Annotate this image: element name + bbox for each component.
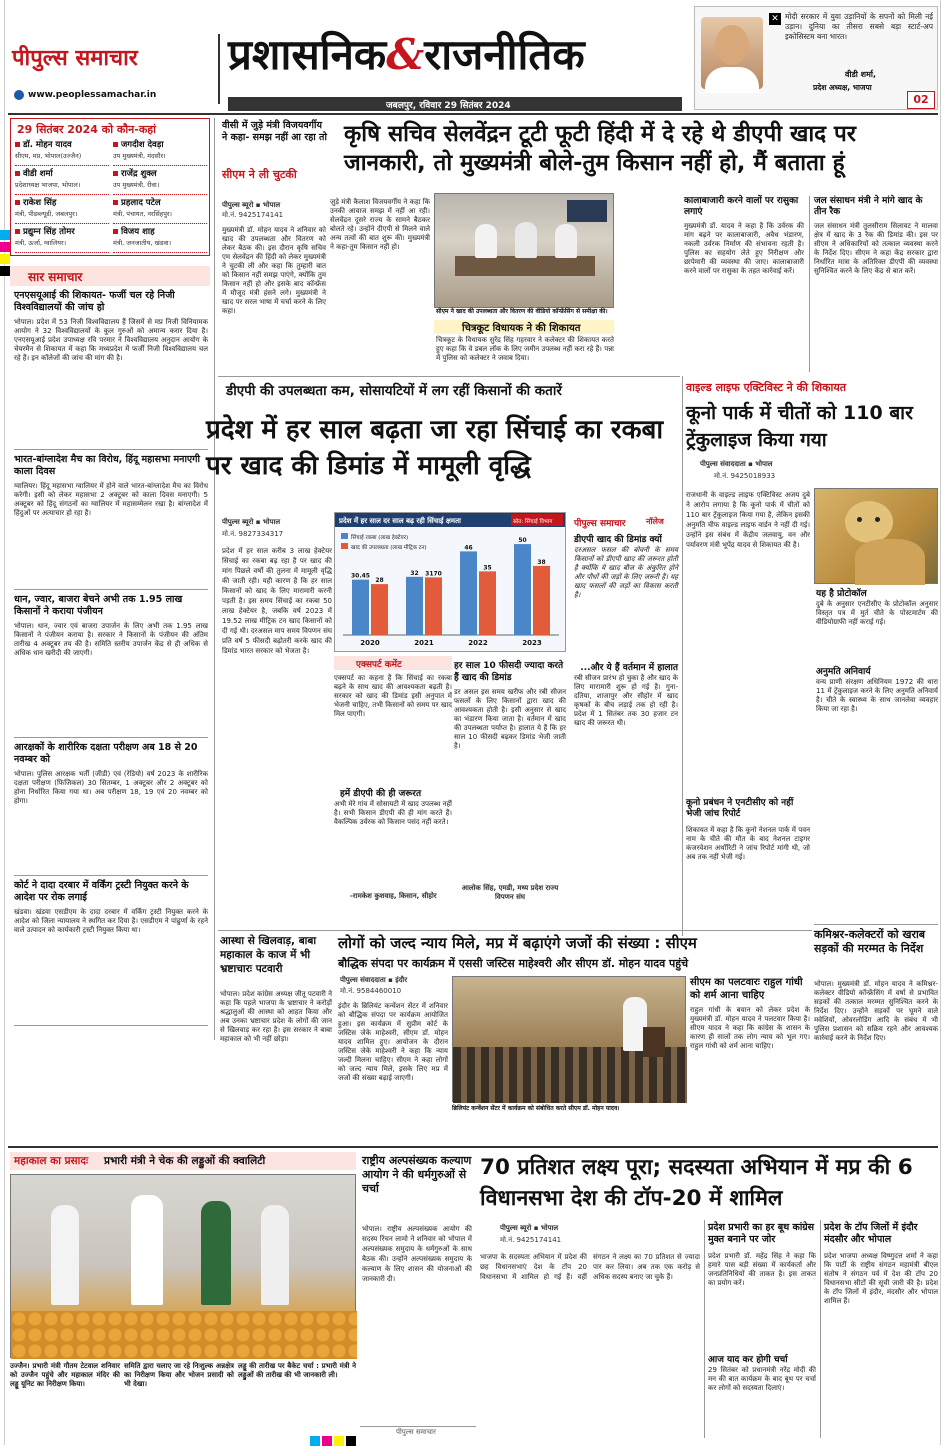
visitor-detail: उप मुख्यमंत्री, रीवा। xyxy=(113,181,160,189)
booth-body-2: 29 सितंबर को प्रधानमंत्री नरेंद्र मोदी की मन की बात कार्यक्रम के बाद बूथ पर चर्चा कर लोगों को सदस्यता दिलाएं। xyxy=(708,1366,816,1392)
cmyk-magenta-bottom xyxy=(322,1436,332,1446)
lead-top-headline: कृषि सचिव सेलवेंद्रन टूटी फूटी हिंदी में दे रहे थे डीएपी खाद पर जानकारी, तो मुख्यमंत्री बोले-तुम किसान नहीं हो, मैं बताता हूं xyxy=(344,121,856,176)
sar-item-body: भोपाल। प्रदेश में 53 निजी विश्वविद्यालय हैं जिसमें से मप्र निजी विनियामक आयोग ने 32 विश्वविद्यालयों के कुल गुरुओं को अमान्य करार दिया है। एनएसयूआई प्रदेश उपाध्यक्ष रवि परमार ने विश्वविद्यालय अनुदान आयोग के चेयरमैन से शिकायत में कहा कि मध्यप्रदेश में फर्जी निजी विश्वविद्यालय चल रहे हैं। इन कॉलेजों की जांच की मांग की है। xyxy=(14,318,208,362)
bullet-icon xyxy=(113,171,118,176)
cheetah-subhead: कूनो प्रबंधन ने एनटीसीए को नहीं भेजी जांच रिपोर्ट xyxy=(686,798,794,819)
tweet-name: वीडी शर्मा, xyxy=(845,70,876,79)
dap-body: दरअसल फसल की बोवनी के समय किसानों को डीएपी खाद की जरूरत होती है क्योंकि ये खाद बीज के अंकुरित होने और पौधों की जड़ों के लिए जरूरी है। यह खाद फसलों की जड़ों का विकास करती है। xyxy=(574,546,678,599)
cheetah-rule xyxy=(682,376,683,936)
khad-head: जल संसाधन मंत्री ने मांगे खाद के तीन रैक xyxy=(814,196,923,217)
laddu-photo xyxy=(10,1174,356,1358)
cmyk-yellow-bottom xyxy=(334,1436,344,1446)
chart-bar xyxy=(425,577,442,635)
top-left-phone: मो.नं. 9425174141 xyxy=(222,211,284,219)
cheetah-headline: कूनो पार्क में चीतों को 110 बार ट्रेंकुलाइज किया गया xyxy=(686,402,913,451)
chart-bar xyxy=(460,551,477,635)
section-title xyxy=(228,30,585,80)
photo-person xyxy=(475,224,497,258)
collector-body: भोपाल। मुख्यमंत्री डॉ. मोहन यादव ने कमिश्नर-कलेक्टर वीडियो कॉन्फ्रेंसिंग में वर्षा से प्रभावित सड़कों की तत्काल मरम्मत सुनिश्चित करने के निर्देश दिए। उन्होंने सड़कों पर घूमने वाले मवेशियों, ओवरलोडिंग आदि के संबंध में भी पुलिस प्रशासन को सक्रिय रहने और आवश्यक कार्रवाई करने के निर्देश दिए। xyxy=(814,980,938,1042)
cmyk-cyan-bottom xyxy=(310,1436,320,1446)
bullet-icon xyxy=(15,200,20,205)
sar-item-body: ग्वालियर। हिंदू महासभा ग्वालियर में होने वाले भारत-बांग्लादेश मैच का विरोध करेगी। इसी को लेकर महासभा 2 अक्टूबर को काला दिवस मनाएगी। 5 अक्टूबर को हिंदू संगठनों का ग्वालियर में महासम्मेलन रखा है। बांग्लादेश में हिंदुओं पर अत्याचार हो रहा है। xyxy=(14,482,208,517)
x-logo-icon: ✕ xyxy=(769,13,781,25)
visitor-name: राजेंद्र शुक्ल xyxy=(121,169,157,179)
bullet-icon xyxy=(113,200,118,205)
nyay-subhead: बौद्धिक संपदा पर कार्यक्रम में एससी जस्टिस माहेश्वरी और सीएम डॉ. मोहन यादव पहुंचे xyxy=(338,957,689,970)
section-title-1: प्रशासनिक xyxy=(228,30,387,79)
cmyk-cyan xyxy=(0,230,10,240)
masthead-divider xyxy=(218,34,220,104)
right-edge-line xyxy=(940,0,941,1445)
laddu-caption-2: समिति द्वारा चलाए जा रहे निःशुल्क अन्नक्षेत्र का निरीक्षण किया और भोजन प्रसादी को भी देखा। xyxy=(124,1362,234,1388)
sar-samachar-title: सार समाचार xyxy=(28,270,83,284)
avatar-face xyxy=(715,25,749,65)
legend-swatch xyxy=(341,543,348,549)
website-icon xyxy=(14,90,24,100)
sar-samachar-list xyxy=(10,290,210,1040)
tick-label: 2023 xyxy=(522,639,542,647)
sar-item-head: कोर्ट ने दादा दरबार में वर्किंग ट्रस्टी नियुक्त करने के आदेश पर रोक लगाई xyxy=(14,880,189,903)
cmyk-black-bottom xyxy=(346,1436,356,1446)
photo-caption-top: सीएम ने खाद की उपलब्धता और वितरण की वीडियो कॉन्फ्रेंसिंग से समीक्षा की। xyxy=(436,308,608,315)
indore-head: प्रदेश के टॉप जिलों में इंदौर मंदसौर और भोपाल xyxy=(824,1222,918,1245)
photo-person xyxy=(515,222,537,258)
lead-main-byline: पीपुल्स ब्यूरो ▪ भोपाल xyxy=(222,518,281,526)
rahul-body: राहुल गांधी के बयान को लेकर प्रदेश के मुख्यमंत्री डॉ. मोहन यादव ने पलटवार किया है। सीएम यादव ने कहा कि कांग्रेस के शासन के कारण ही सालों तक लोग न्याय को भूल गए। राहुल गांधी को शर्म आना चाहिए। xyxy=(690,1006,810,1050)
data-label: 46 xyxy=(464,544,473,552)
bullet-icon xyxy=(15,229,20,234)
top-left-byline: पीपुल्स ब्यूरो ▪ भोपाल xyxy=(222,201,281,209)
visitor-name: डॉ. मोहन यादव xyxy=(23,140,72,150)
cmyk-black xyxy=(0,266,10,276)
visitors-title: 29 सितंबर 2024 को कौन-कहां xyxy=(17,123,156,136)
laddu-caption-1: उज्जैन। प्रभारी मंत्री गौतम टेटवाल शनिवार को उज्जैन पहुंचे और महाकाल मंदिर की लड्डू यूनिट का निरीक्षण किया। xyxy=(10,1362,120,1388)
dap-head: डीएपी खाद की डिमांड क्यों xyxy=(574,535,662,545)
chart-bar xyxy=(479,571,496,635)
bullet-icon xyxy=(113,229,118,234)
cm-meeting-photo xyxy=(434,193,614,308)
legend-label: खाद की उपलब्धता (लाख मीट्रिक टन) xyxy=(351,545,427,551)
sar-item-rule xyxy=(14,737,208,738)
cheetah-phone: मो.नं. 9425018933 xyxy=(714,472,776,480)
section-title-2: राजनीतिक xyxy=(424,30,585,79)
booth-head: प्रदेश प्रभारी का हर बूथ कांग्रेस मुक्त बनाने पर जोर xyxy=(708,1222,815,1245)
nyay-body-cont xyxy=(452,1116,686,1142)
photo-person xyxy=(201,1201,231,1305)
tick-label: 2021 xyxy=(414,639,434,647)
cheetah-head-shape xyxy=(845,501,893,543)
bullet-icon xyxy=(15,171,20,176)
sar-item-rule xyxy=(14,449,208,450)
visitor-detail: मंत्री, ऊर्जा, ग्वालियर। xyxy=(15,239,67,247)
sar-item-body: भोपाल। पुलिस आरक्षक भर्ती (जीडी) एवं (रेडियो) वर्ष 2023 के शारीरिक दक्षता परीक्षण (फिजिकल) 30 सितम्बर, 1 अक्टूबर और 2 अक्टूबर को होना निर्धारित किया गया था। अब परीक्षण 18, 19 एवं 20 नवम्बर को होगा। xyxy=(14,770,208,805)
bottom-section-rule xyxy=(8,1146,938,1148)
khad-rule xyxy=(809,196,810,372)
photo-table xyxy=(455,256,595,276)
visitor-name: प्रद्युम्न सिंह तोमर xyxy=(23,227,75,237)
legend-swatch xyxy=(341,533,348,539)
visitors-box xyxy=(10,118,210,256)
expert-subhead: हमें डीएपी की ही जरूरत xyxy=(340,789,422,799)
top-left-body-col2: जुड़े मंत्री कैलाश विजयवर्गीय ने कहा कि उनकी आवाज समझ में नहीं आ रही। सेलवेंद्रन दूसरे राज्य के सामने बैठकर बोलते रहे। उन्होंने दीएपी से मिलने वाले अन्य तत्वों की बात शुरू की। मुख्यमंत्री ने कहा-तुम किसान नहीं हो। xyxy=(330,198,430,251)
indore-body: प्रदेश भाजपा अध्यक्ष विष्णुदत्त शर्मा ने कहा कि पार्टी के राष्ट्रीय संगठन महामंत्री बीएल संतोष ने संगठन पर्व में देश की टॉप 20 विधानसभा सीटों की सूची जारी की है। प्रदेश के टॉप जिलों में इंदौर, मंदसौर और भोपाल शामिल हैं। xyxy=(824,1252,938,1305)
lead-top-rule xyxy=(218,376,680,377)
sar-item-body: खंडवा। खंडवा एसडीएम के दादा दरबार में वर्किंग ट्रस्टी नियुक्त करने के आदेश को जिला न्यायालय ने स्थगित कर दिया है। एसडीएम ने पांढुर्णा के रहने वाले उत्पादन को कार्यकारी ट्रस्टी नियुक्त किया था। xyxy=(14,908,208,934)
har-saal-head: हर साल 10 फीसदी ज्यादा करते हैं खाद की डिमांड xyxy=(454,661,564,683)
logo: पीपुल्स समाचार xyxy=(12,46,138,71)
cheetah-body-shape xyxy=(855,539,925,585)
data-label: 30.45 xyxy=(351,572,370,580)
sar-item-head: धान, ज्वार, बाजरा बेचने अभी तक 1.95 लाख किसानों ने कराया पंजीयन xyxy=(14,594,183,617)
cheetah-photo xyxy=(814,488,938,584)
cheetah-body: राजधानी के वाइल्ड लाइफ एक्टिविस्ट अजय दुबे ने आरोप लगाया है कि कूनो पार्क में चीतों को 110 बार ट्रेंकुलाइज किया गया है, लेकिन इसकी अनुमति चीफ वाइल्ड लाइफ वार्डन ने नहीं दी गई। उन्होंने इस संबंध में केंद्रीय जलवायु, वन और पर्यावरण मंत्री भूपेंद्र यादव से शिकायत की है। xyxy=(686,491,810,549)
cheetah-eye xyxy=(875,517,880,522)
laddu-headline: प्रभारी मंत्री ने चेक की लड्डुओं की क्वालिटी xyxy=(104,1155,266,1167)
cheetah-body-2: शिकायत में कहा है कि कूनो नेशनल पार्क में पवन नाम के चीते की मौत के बाद नेशनल टाइगर कंजरवेशन अथॉरिटी ने जांच रिपोर्ट मांगी थी, जो अब तक नहीं भेजी गई। xyxy=(686,826,810,861)
nyay-body: इंदौर के ब्रिलियंट कन्वेंशन सेंटर में शनिवार को बौद्धिक संपदा पर कार्यक्रम आयोजित हुआ। इस कार्यक्रम में सुप्रीम कोर्ट के जस्टिस जेके माहेश्वरी, सीएम डॉ. मोहन यादव शामिल हुए। आयोजन के दौरान जस्टिस जेके माहेश्वरी ने कहा कि न्याय जल्दी मिलना चाहिए। सीएम ने कहा लोगों को जल्द न्याय मिले, इसके लिए मप्र में जजों की संख्या बढ़ाई जाएगी। xyxy=(338,1002,448,1082)
visitor-detail: उप मुख्यमंत्री, मंदसौर। xyxy=(113,152,166,160)
sadasyata-body: भाजपा के सदस्यता अभियान में प्रदेश की छह विधानसभाएं देश के टॉप 20 विधानसभा में शामिल हो गई हैं। वहीं संगठन ने लक्ष्य का 70 प्रतिशत से ज्यादा पार कर लिया। अब तक एक करोड़ से अधिक सदस्य बनाए जा चुके हैं। xyxy=(480,1253,700,1281)
tick-label: 2020 xyxy=(360,639,380,647)
alpsankhyak-head: राष्ट्रीय अल्पसंख्यक कल्याण आयोग ने की धर्मगुरुओं से चर्चा xyxy=(362,1154,472,1195)
laddu-footer: पीपुल्स समाचार xyxy=(396,1428,436,1436)
photo-person xyxy=(261,1205,289,1305)
chart-bar xyxy=(514,544,531,635)
visitor-name: राकेश सिंह xyxy=(23,198,57,208)
chitrakoot-head: चित्रकूट विधायक ने की शिकायत xyxy=(462,323,581,334)
visitor-detail: मंत्री, पीडब्ल्यूडी, जबलपुर। xyxy=(15,210,78,218)
visitor-item xyxy=(113,197,207,224)
booth-body: प्रदेश प्रभारी डॉ. महेंद्र सिंह ने कहा कि हमारे पास बड़ी संख्या में कार्यकर्ता और जनप्रतिनिधियों की ताकत है। इस ताकत का प्रयोग करें। xyxy=(708,1252,816,1287)
visitor-detail: प्रदेशाध्यक्ष भाजपा, भोपाल। xyxy=(15,181,81,189)
lead-main-kicker: डीएपी की उपलब्धता कम, सोसायटियों में लग रहीं किसानों की कतारें xyxy=(226,383,562,399)
indore-rule xyxy=(820,1220,821,1438)
cheetah-body-3: वन्य प्राणी संरक्षण अधिनियम 1972 की धारा 11 में ट्रेंकुलाइज करने के लिए अनुमति अनिवार्य है। चीते के स्वास्थ्य के साथ जानलेवा व्यवहार किया जा रहा है। xyxy=(816,678,938,713)
kalabazari-head: कालाबाजारी करने वालों पर रासुका लगाएं xyxy=(684,196,799,217)
tweet-role: प्रदेश अध्यक्ष, भाजपा xyxy=(813,83,872,92)
sadasyata-phone: मो.नं. 9425174141 xyxy=(500,1236,562,1244)
kalabazari-body: मुख्यमंत्री डॉ. यादव ने कहा है कि उर्वरक की मांग बढ़ने पर कालाबाजारी, अवैध भंडारण, नकली उर्वरक निर्माण की संभावना रहती है। पुलिस का सहयोग लेते हुए निरीक्षण और छापेमारी की व्यवस्था की जाए। कालाबाजारी करने वालों पर रासुका के तहत कार्रवाई करें। xyxy=(684,222,804,275)
top-left-body: मुख्यमंत्री डॉ. मोहन यादव ने शनिवार को खाद की उपलब्धता और वितरण को लेकर बैठक की। इस दौरान कृषि सचिव एम सेलवेंद्रन की हिंदी को लेकर मुख्यमंत्री ने चुटकी ली और कहा कि तुम्हारी बात को किसान नहीं समझ पाएंगे, क्योंकि तुम किसान नहीं हो और इसके बाद कॉन्फ्रेंस में मौजूद मंत्री हंसने लगे। मुख्यमंत्री ने खाद पर सरल भाषा में चर्चा करने के लिए कहा। xyxy=(222,226,326,315)
expert-label: एक्सपर्ट कमेंट xyxy=(356,660,402,670)
dap-logo: पीपुल्स समाचार xyxy=(574,519,626,529)
photo-person xyxy=(555,224,577,258)
cheetah-kicker: वाइल्ड लाइफ एक्टिविस्ट ने की शिकायत xyxy=(686,381,847,394)
chart-bar xyxy=(371,584,388,635)
visitor-name: विजय शाह xyxy=(121,227,155,237)
expert-signoff: -रामकेश कुशवाह, किसान, सीहोर xyxy=(350,892,437,900)
data-label: 38 xyxy=(537,558,546,566)
cheetah-caption-head: यह है प्रोटोकॉल xyxy=(816,589,867,599)
lead-main-body: प्रदेश में हर साल करीब 3 लाख हेक्टेयर सिंचाई का रकबा बढ़ रहा है पर खाद की मांग पिछले वर्षों की तुलना में मामूली वृद्धि की जाती रही। यही कारण है कि हर साल किसानों को खाद के लिए मारामारी करनी पड़ती है। इस समय सिंचाई का रकबा 50 लाख हेक्टेयर है, जबकि वर्ष 2023 में 19.52 लाख मीट्रिक टन खाद किसानों को दी गई थी। दरअसल माप समय विपणन संघ प्रति वर्ष 5 फीसदी बढ़ोतरी करके खाद की डिमांड भारत सरकार को भेजता है। xyxy=(222,547,332,655)
visitor-item xyxy=(113,139,207,166)
top-left-kicker-red: सीएम ने ली चुटकी xyxy=(222,168,297,181)
visitor-name: जगदीश देवड़ा xyxy=(121,140,164,150)
dap-subhead: ...और ये हैं वर्तमान में हालात xyxy=(580,663,678,673)
photo-screen xyxy=(567,200,607,222)
chart-svg xyxy=(335,513,565,651)
dateline: जबलपुर, रविवार 29 सितंबर 2024 xyxy=(386,101,511,111)
left-edge-line xyxy=(4,0,5,1445)
cmyk-yellow xyxy=(0,254,10,264)
mahakal-head: आस्था से खिलवाड़, बाबा महाकाल के काज में भी भ्रष्टाचारः पटवारी xyxy=(220,935,317,975)
sar-item-head: आरक्षकों के शारीरिक दक्षता परीक्षण अब 18 से 20 नवम्बर को xyxy=(14,742,198,765)
mahakal-body: भोपाल। प्रदेश कांग्रेस अध्यक्ष जीतू पटवारी ने कहा कि पहले भाजपा के भ्रष्टाचार ने करोड़ों श्रद्धालुओं की आस्था को आहत किया और अब उनका भ्रष्टाचार प्रदेश के लोगों की जान से खिलवाड़ कर रहा है। इस सरकार ने बाबा महाकाल को भी नहीं छोड़ा। xyxy=(220,990,332,1043)
sar-item-head: भारत-बांग्लादेश मैच का विरोध, हिंदू महासभा मनाएगी काला दिवस xyxy=(14,454,200,477)
rahul-head: सीएम का पलटवारः राहुल गांधी को शर्म आना चाहिए xyxy=(690,977,803,1001)
laddu-caption-3: लड्डू की तारीख पर बैकेट चर्चा : प्रभारी मंत्री ने लड्डुओं की तारीख की भी जानकारी ली। xyxy=(238,1362,356,1379)
sar-item-rule xyxy=(14,875,208,876)
nyay-photo-caption: ब्रिलियंट कन्वेंशन सेंटर में कार्यक्रम को संबोधित करते सीएम डॉ. मोहन यादव। xyxy=(452,1105,620,1112)
booth-subhead: आज याद कर होगी चर्चा xyxy=(708,1355,788,1365)
masthead-rule xyxy=(8,113,938,115)
chitrakoot-body: चित्रकूट के विधायक सुरेंद्र सिंह गहरवार ने कलेक्टर की शिकायत करते हुए कहा कि वे डबल लॉक के लिए जमीन उपलब्ध नहीं करा रहे हैं। पन्ना में पुलिस को कलेक्टर ने जवाब दिया। xyxy=(436,336,614,362)
sar-item-body: भोपाल। धान, ज्वार एवं बाजरा उपार्जन के लिए अभी तक 1.95 लाख किसानों ने पंजीयन कराया है। सरकार ने किसानों के पंजीयन की अंतिम तारीख 4 अक्टूबर तय की है। समिति स्तरीय उपार्जन केंद्र से ही अधिक से अधिक धान खरीदी की जाएगी। xyxy=(14,622,208,657)
dap-logo-tag: नॉलेज xyxy=(646,517,664,526)
chart-source: स्रोत: सिंचाई विभाग xyxy=(513,519,553,525)
page-number: 02 xyxy=(907,91,935,109)
visitor-item xyxy=(15,168,109,195)
photo-person xyxy=(131,1195,163,1305)
lead-main-headline: प्रदेश में हर साल बढ़ता जा रहा सिंचाई का रकबा पर खाद की डिमांड में मामूली वृद्धि xyxy=(206,415,664,481)
mid-rule xyxy=(218,930,812,931)
visitor-item xyxy=(113,168,207,195)
tick-label: 2022 xyxy=(468,639,488,647)
har-saal-signoff: आलोक सिंह, एमडी, मध्य प्रदेश राज्य विपणन संघ xyxy=(461,884,559,901)
visitors-grid xyxy=(15,139,207,255)
visitor-item xyxy=(15,226,109,253)
bullet-icon xyxy=(15,142,20,147)
data-label: 28 xyxy=(375,577,384,585)
cheetah-caption: दुबे के अनुसार एनटीसीए के प्रोटोकॉल अनुसार विस्तृत पत्र में मुर्त चीते के पोस्टमार्टम की वीडियोग्राफी नहीं कराई गई। xyxy=(816,600,938,626)
nyay-headline: लोगों को जल्द न्याय मिले, मप्र में बढ़ाएंगे जजों की संख्या : सीएम xyxy=(338,934,697,952)
masthead xyxy=(6,4,938,114)
sar-item-head: एनएसयूआई की शिकायत- फर्जी चल रहे निजी विश्वविद्यालयों की जांच हो xyxy=(14,290,175,313)
left-col-rule xyxy=(214,118,215,1040)
expert-body-2: अभी मेरे गांव में सोसायटी में खाद उपलब्ध नहीं है। सभी किसान डीएपी की ही मांग करते हैं। वैकल्पिक उर्वरक को किसान पसंद नहीं करते। xyxy=(334,800,452,826)
dap-body-2: रबी सीजन प्रारंभ हो चुका है और खाद के लिए मारामारी शुरू हो गई है। गुना-दतिया, शाजापुर और सीहोर में खाद कृषकों के बीच लड़ाई तक हो रही है। प्रदेश में 1 सितंबर तक 30 हजार टन खाद की जरूरत थी। xyxy=(574,674,678,727)
visitor-name: वीडी शर्मा xyxy=(23,169,53,179)
laddu-kicker: महाकाल का प्रसादः xyxy=(14,1155,89,1167)
chart-bar xyxy=(352,580,369,635)
tweet-text: मोदी सरकार में युवा उड़ानियों के सपनों को मिली नई उड़ान। दुनिया का तीसरा सबसे बड़ा स्टार्ट-अप इकोसिस्टम बना भारत। xyxy=(785,12,933,41)
alpsankhyak-body: भोपाल। राष्ट्रीय अल्पसंख्यक आयोग की सदस्य रिंचन लामो ने शनिवार को भोपाल में अल्पसंख्यक समुदाय के धर्मगुरुओं के साथ बैठक की। उन्होंने अल्पसंख्यक समुदाय के कल्याण के लिए शासन की योजनाओं की जानकारी दी। xyxy=(362,1225,472,1283)
irrigation-chart xyxy=(334,512,566,652)
sadasyata-byline: पीपुल्स ब्यूरो ▪ भोपाल xyxy=(500,1224,559,1232)
collector-rule-top xyxy=(814,924,938,925)
visitor-detail: मंत्री, पंचायत, नरसिंहपुर। xyxy=(113,210,173,218)
legend-label: सिंचाई रकबा (लाख हेक्टेयर) xyxy=(351,535,409,541)
visitor-item xyxy=(113,226,207,253)
nyay-photo xyxy=(452,976,686,1102)
data-label: 32 xyxy=(410,569,419,577)
website[interactable]: www.peoplessamachar.in xyxy=(28,90,157,100)
tweet-box xyxy=(694,6,938,110)
sadasyata-headline: 70 प्रतिशत लक्ष्य पूरा; सदस्यता अभियान में मप्र की 6 विधानसभा देश की टॉप-20 में शामिल xyxy=(480,1155,913,1211)
cheetah-subhead-2: अनुमति अनिवार्य xyxy=(816,667,871,677)
chart-bar xyxy=(533,566,550,635)
expert-body-1: एक्सपर्ट का कहना है कि सिंचाई का रकबा बढ़ने के साथ खाद की आवश्यकता बढ़ती है। सरकार को खाद की डिमांड इसी अनुपात में भेजनी चाहिए, तभी किसानों को समय पर खाद मिल पाएगी। xyxy=(334,674,452,718)
nyay-byline: पीपुल्स संवाददाता ▪ इंदौर xyxy=(340,976,408,984)
bullet-icon xyxy=(113,142,118,147)
visitor-item xyxy=(15,139,109,166)
visitor-name: प्रहलाद पटेल xyxy=(121,198,161,208)
collector-head: कमिश्नर-कलेक्टरों को खराब सड़कों की मरम्मत के निर्देश xyxy=(814,928,926,955)
lead-main-phone: मो.नं. 9827334317 xyxy=(222,530,284,538)
sar-item-rule xyxy=(14,1025,208,1026)
avatar xyxy=(701,17,763,89)
booth-rule xyxy=(704,1220,705,1438)
section-amp: & xyxy=(386,30,425,79)
har-saal-body: डर असल इस समय खरीफ और रबी सीजन फसलों के लिए किसानों द्वारा खाद की आवश्यकता होती है। इसी अनुसार से खाद का भंडारण किया जाता है। वर्तमान में खाद की उपलब्धता पर्याप्त है। हालात ये हैं कि हर साल 10 फीसदी बढ़कर डिमांड भेजी जाती है। xyxy=(454,688,566,750)
chart-title: प्रदेश में हर साल दर साल बढ़ रही सिंचाई क्षमता xyxy=(339,517,461,525)
nyay-phone: मो.नं. 9584460010 xyxy=(340,987,402,995)
data-label: 50 xyxy=(518,537,527,545)
visitor-detail: सीएम, मप्र, भोपाल(उज्जैन) xyxy=(15,152,82,160)
photo-laddus xyxy=(11,1311,357,1359)
visitor-item xyxy=(15,197,109,224)
top-left-kicker: वीसी में जुड़े मंत्री विजयवर्गीय ने कहा- समझ नहीं आ रहा तो xyxy=(222,120,327,143)
photo-podium xyxy=(643,1027,665,1057)
data-label: 35 xyxy=(483,564,492,572)
sar-samachar-label xyxy=(10,266,210,286)
avatar-shirt xyxy=(705,67,759,93)
cheetah-eye xyxy=(857,517,862,522)
data-label: 3170 xyxy=(425,570,442,578)
chart-bar xyxy=(406,577,423,635)
photo-person xyxy=(51,1205,79,1305)
sar-item-rule xyxy=(14,589,208,590)
cmyk-magenta xyxy=(0,242,10,252)
cheetah-byline: पीपुल्स संवाददाता ▪ भोपाल xyxy=(700,460,773,468)
khad-body: जल संसाधन मंत्री तुलसीराम सिलावट ने मालवा क्षेत्र में खाद के 3 रैक की डिमांड की। इस पर सीएम ने अधिकारियों को तत्काल व्यवस्था करने के निर्देश दिए। सीएम ने कहा केंद्र सरकार द्वारा निर्धारित मात्रा के अतिरिक्त डीएपी की व्यवस्था सुनिश्चित करने के लिए केंद्र से बात करें। xyxy=(814,222,938,275)
visitor-detail: मंत्री, जनजातीय, खंडवा। xyxy=(113,239,172,247)
dap-demand-box xyxy=(570,514,680,926)
